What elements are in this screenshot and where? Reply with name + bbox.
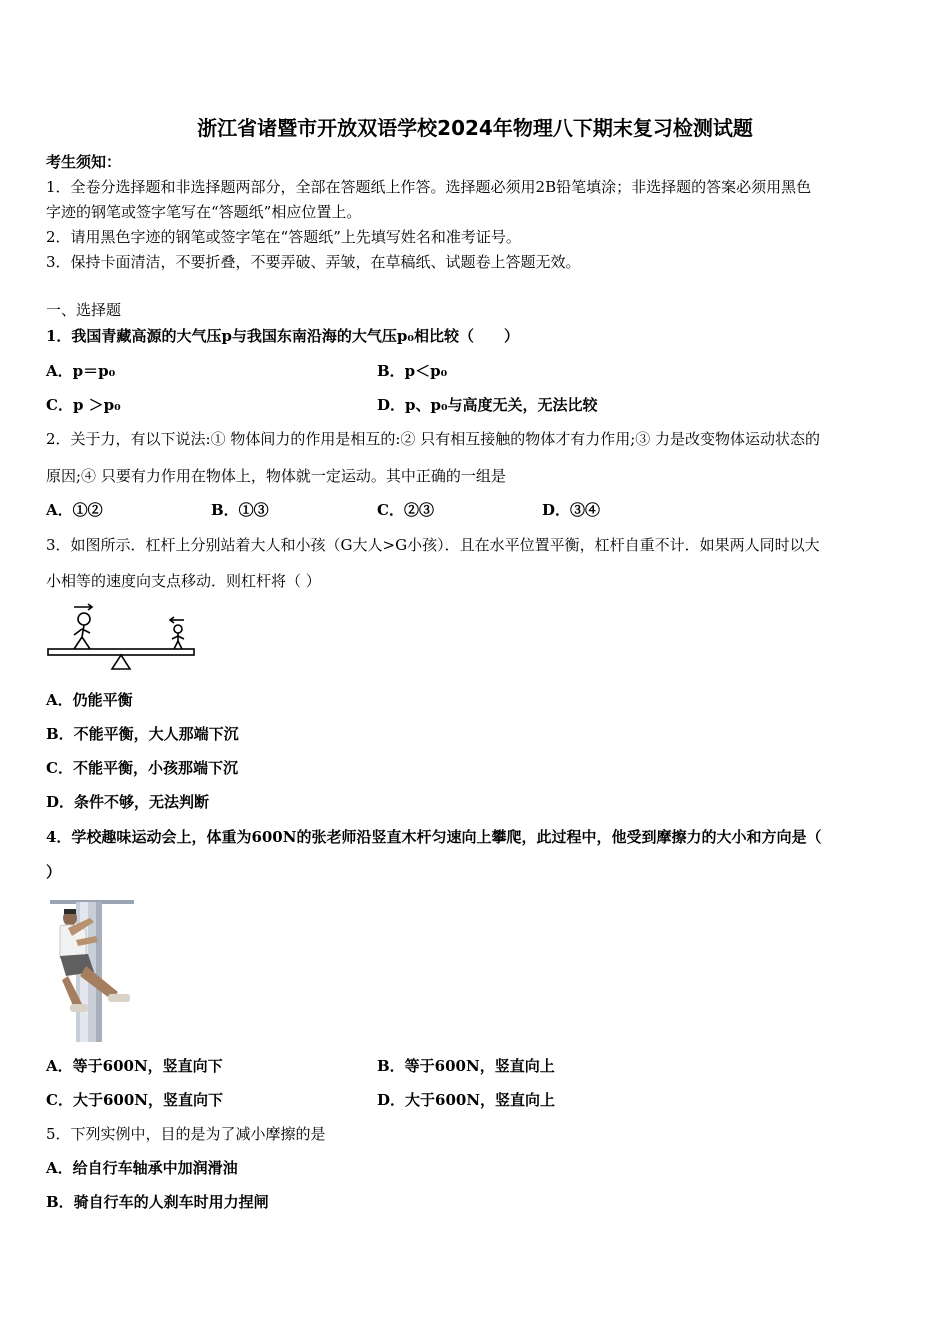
section-heading: 一、选择题 bbox=[46, 301, 122, 319]
q5-option-a[interactable]: A．给自行车轴承中加润滑油 bbox=[46, 1159, 238, 1177]
q3-option-d[interactable]: D．条件不够，无法判断 bbox=[46, 793, 210, 811]
q2-stem-line1: 2．关于力，有以下说法:① 物体间力的作用是相互的:② 只有相互接触的物体才有力作用;③ 力是改变物体运动状态的 bbox=[46, 430, 821, 448]
notice-item: 字迹的钢笔或签字笔写在“答题纸”相应位置上。 bbox=[46, 203, 362, 221]
notice-item: 3．保持卡面清洁，不要折叠，不要弄破、弄皱，在草稿纸、试题卷上答题无效。 bbox=[46, 253, 581, 271]
q3-option-a[interactable]: A．仍能平衡 bbox=[46, 691, 133, 709]
q5-stem: 5．下列实例中，目的是为了减小摩擦的是 bbox=[46, 1125, 326, 1143]
adult-figure bbox=[78, 613, 90, 625]
q4-option-b[interactable]: B．等于600N，竖直向上 bbox=[377, 1057, 555, 1075]
fulcrum bbox=[112, 655, 130, 669]
q2-option-a[interactable]: A．①② bbox=[46, 501, 103, 519]
q2-option-c[interactable]: C．②③ bbox=[377, 501, 434, 519]
notice-item: 1．全卷分选择题和非选择题两部分，全部在答题纸上作答。选择题必须用2B铅笔填涂；非选择题的答案必须用黑色 bbox=[46, 178, 812, 196]
q1-stem: 1．我国青藏高源的大气压p与我国东南沿海的大气压p₀相比较（ ） bbox=[46, 327, 519, 345]
child-figure bbox=[174, 625, 182, 633]
q5-option-b[interactable]: B．骑自行车的人刹车时用力捏闸 bbox=[46, 1193, 269, 1211]
q4-option-c[interactable]: C．大于600N，竖直向下 bbox=[46, 1091, 223, 1109]
q1-option-a[interactable]: A．p＝p₀ bbox=[46, 362, 116, 380]
q2-option-d[interactable]: D．③④ bbox=[542, 501, 601, 519]
page-title: 浙江省诸暨市开放双语学校2024年物理八下期末复习检测试题 bbox=[197, 116, 753, 140]
q3-stem-line1: 3．如图所示．杠杆上分别站着大人和小孩（G大人>G小孩）．且在水平位置平衡，杠杆自重不计．如果两人同时以大 bbox=[46, 536, 820, 554]
lever-figure bbox=[46, 603, 196, 673]
q4-stem-line2: ） bbox=[46, 863, 62, 881]
q3-stem-line2: 小相等的速度向支点移动．则杠杆将（ ） bbox=[46, 572, 321, 590]
q4-option-d[interactable]: D．大于600N，竖直向上 bbox=[377, 1091, 556, 1109]
q3-option-c[interactable]: C．不能平衡，小孩那端下沉 bbox=[46, 759, 238, 777]
notice-heading: 考生须知： bbox=[46, 153, 122, 171]
q1-option-b[interactable]: B．p＜p₀ bbox=[377, 362, 448, 380]
climbing-photo bbox=[46, 896, 138, 1042]
q1-option-d[interactable]: D．p、p₀与高度无关，无法比较 bbox=[377, 396, 598, 414]
q2-option-b[interactable]: B．①③ bbox=[211, 501, 269, 519]
q1-option-c[interactable]: C．p ＞p₀ bbox=[46, 396, 121, 414]
q4-stem-line1: 4．学校趣味运动会上，体重为600N的张老师沿竖直木杆匀速向上攀爬，此过程中，他受到摩擦力的大小和方向是（ bbox=[46, 828, 822, 846]
notice-item: 2．请用黑色字迹的钢笔或签字笔在“答题纸”上先填写姓名和准考证号。 bbox=[46, 228, 521, 246]
q3-option-b[interactable]: B．不能平衡，大人那端下沉 bbox=[46, 725, 239, 743]
q4-option-a[interactable]: A．等于600N，竖直向下 bbox=[46, 1057, 223, 1075]
q2-stem-line2: 原因;④ 只要有力作用在物体上，物体就一定运动。其中正确的一组是 bbox=[46, 467, 506, 485]
